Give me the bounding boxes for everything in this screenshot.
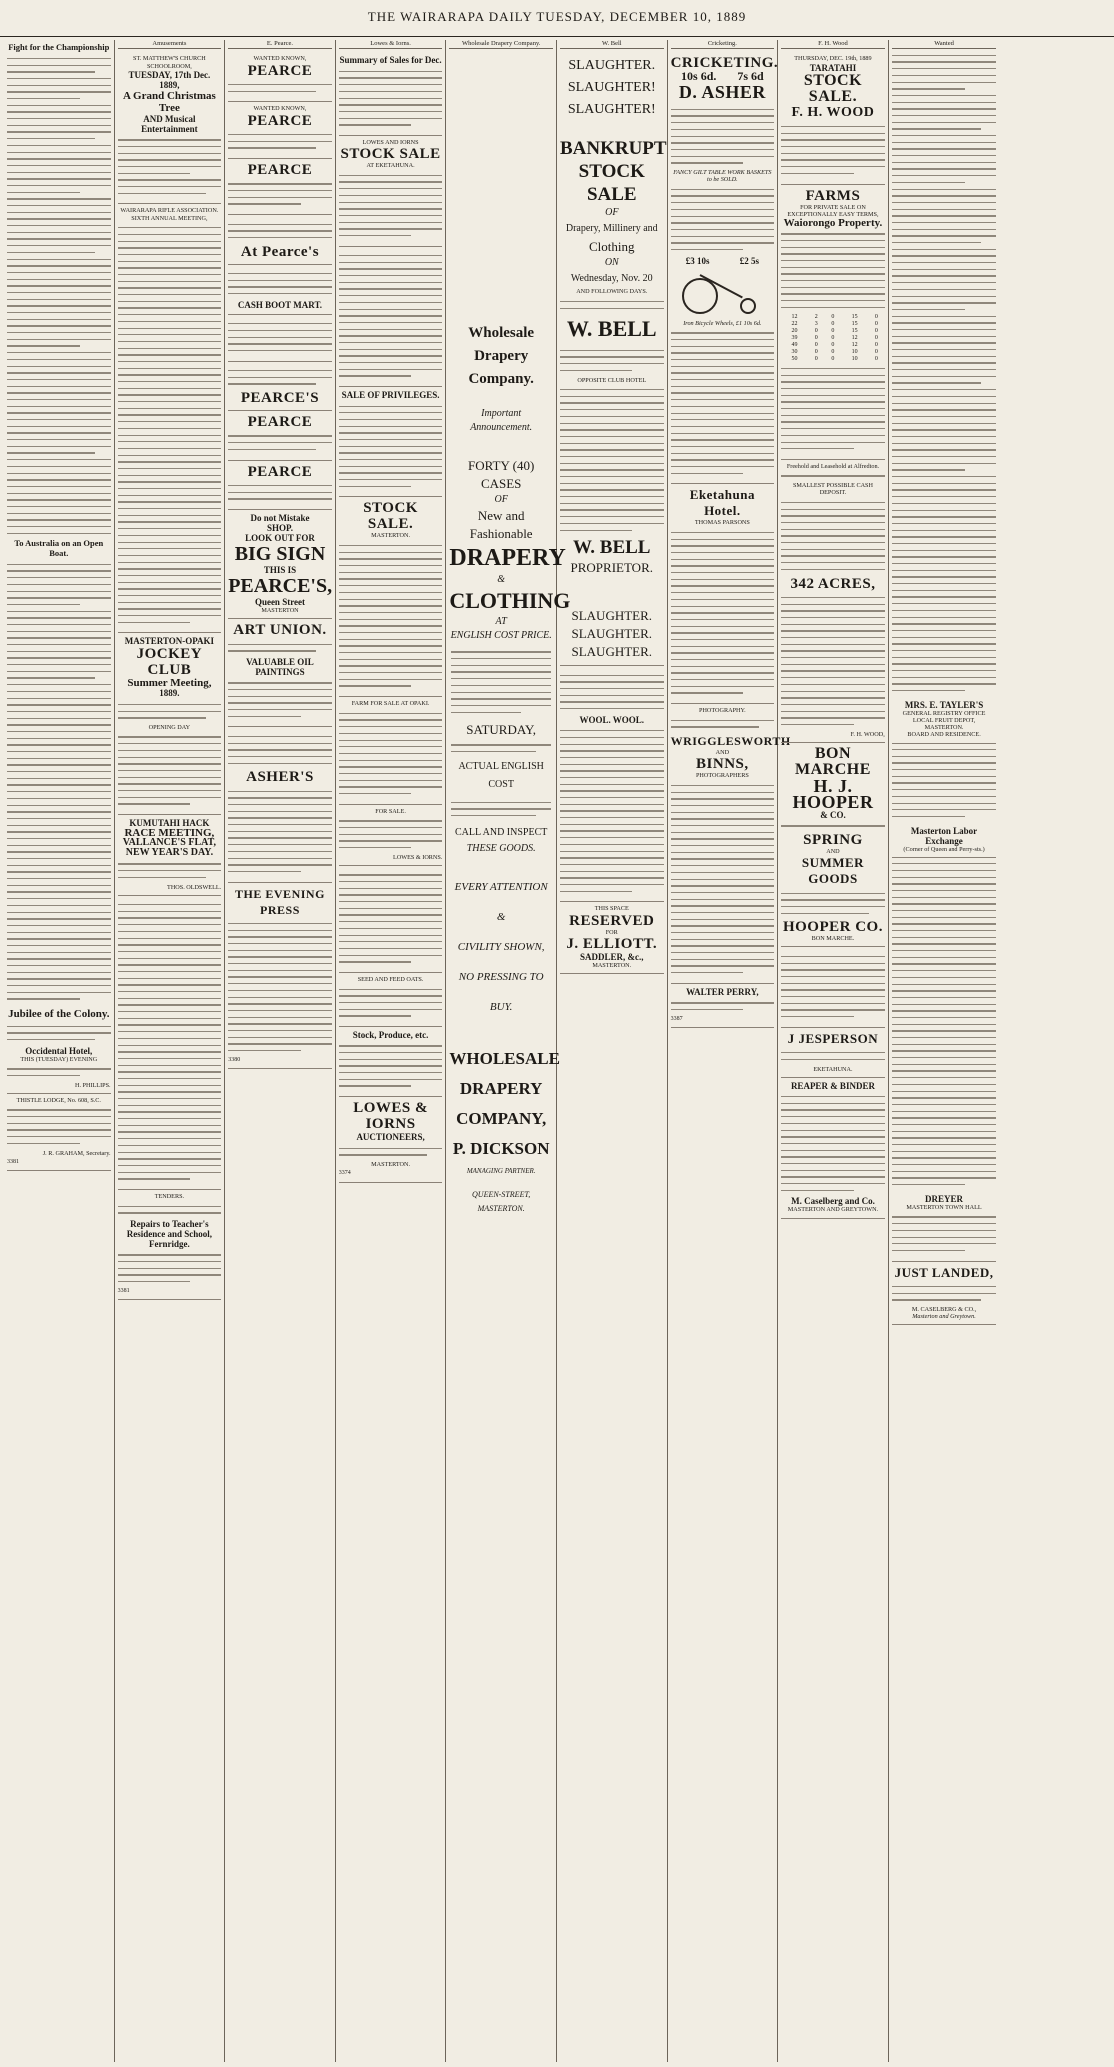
masthead-title: THE WAIRARAPA DAILY TUESDAY, DECEMBER 10, 1889 bbox=[367, 9, 747, 24]
company-2: COMPANY, bbox=[456, 1109, 547, 1129]
pearce-ad-4 bbox=[228, 215, 332, 264]
jesperson-ad bbox=[781, 1028, 885, 1078]
tayler: MRS. E. TAYLER'S bbox=[904, 699, 984, 710]
evening-press-ad bbox=[228, 883, 332, 1070]
misc-notices bbox=[118, 896, 222, 1190]
registry-notices bbox=[892, 749, 997, 817]
column-8 bbox=[778, 40, 889, 2062]
freehold: Freehold and Leasehold at Alfredton. bbox=[786, 462, 880, 470]
column-5 bbox=[446, 40, 571, 2062]
town-hall: MASTERTON TOWN HALL bbox=[906, 1203, 982, 1211]
kumutahi-title: KUMUTAHI HACK bbox=[129, 818, 210, 829]
and-co: & CO. bbox=[820, 809, 846, 820]
society-name: WAIRARAPA RIFLE ASSOCIATION. bbox=[120, 207, 219, 215]
pearce-ad-1 bbox=[228, 52, 332, 102]
reserved-ad bbox=[560, 902, 664, 974]
board: BOARD AND RESIDENCE. bbox=[907, 731, 981, 739]
forty-cases: FORTY (40) CASES bbox=[468, 458, 535, 492]
bon-marche-2: BON MARCHE. bbox=[811, 935, 855, 943]
acres: 342 ACRES, bbox=[790, 575, 876, 592]
summary-ad bbox=[339, 52, 443, 136]
w-bell: W. BELL bbox=[566, 316, 657, 342]
jockey-club-ad bbox=[118, 633, 222, 815]
look-out: LOOK OUT FOR bbox=[245, 532, 315, 543]
jubilee-ad bbox=[7, 1005, 111, 1094]
auctioneers-title: AUCTIONEERS, bbox=[356, 1132, 425, 1143]
this-is: THIS IS bbox=[263, 564, 297, 575]
taratahi: TARATAHI bbox=[809, 62, 857, 73]
price-table: 12 2 0 15 0 22 3 0 15 0 20 0 0 15 0 39 0 0 12 0 49 0 0 12 0 30 0 0 10 0 50 0 0 10 0 bbox=[791, 313, 878, 362]
pearce-name: PEARCE bbox=[247, 62, 313, 79]
saddler: SADDLER, &c., bbox=[580, 951, 644, 962]
price-3: £3 10s bbox=[685, 255, 710, 266]
proprietor: PROPRIETOR. bbox=[570, 560, 653, 576]
pearce-ad-2 bbox=[228, 102, 332, 159]
actual-english-cost: ACTUAL ENGLISH COST bbox=[458, 760, 544, 790]
spring: SPRING bbox=[803, 831, 863, 848]
farm-sale-ad bbox=[339, 697, 443, 805]
following-days: AND FOLLOWING DAYS. bbox=[576, 288, 648, 296]
ad-number: 3381 bbox=[117, 1287, 130, 1294]
bon-marche-ad bbox=[781, 743, 885, 948]
price-1: 10s 6d. bbox=[681, 69, 717, 84]
wholesale: WHOLESALE bbox=[449, 1049, 560, 1069]
masterton-greytown: MASTERTON AND GREYTOWN. bbox=[787, 1206, 879, 1214]
repairs-title: Repairs to Teacher's Residence and School, Fernridge. bbox=[126, 1218, 213, 1249]
every-attention: EVERY ATTENTION & bbox=[454, 881, 548, 924]
column-9 bbox=[889, 40, 1000, 2062]
hotel-title: Eketahuna Hotel. bbox=[689, 487, 755, 519]
meeting-year: 1889. bbox=[159, 688, 180, 699]
rifle-association-ad bbox=[118, 204, 222, 633]
ad-number: 3374 bbox=[338, 1170, 351, 1177]
pearce-ad-9 bbox=[228, 461, 332, 510]
caselberg: M. Caselberg and Co. bbox=[791, 1196, 875, 1207]
tenders-ad bbox=[118, 1190, 222, 1300]
wood-signature: F. H. WOOD, bbox=[850, 730, 885, 738]
cricketing-title: CRICKETING. bbox=[670, 55, 779, 72]
masthead bbox=[0, 0, 1114, 37]
registry-ad bbox=[892, 697, 997, 744]
cash-boot-mart: CASH BOOT MART. bbox=[237, 299, 323, 310]
wanted-notices bbox=[892, 55, 997, 692]
art-union-title: ART UNION. bbox=[233, 622, 327, 639]
wholesale-drapery: Wholesale Drapery bbox=[468, 325, 535, 365]
hotel-proprietor: THOMAS PARSONS bbox=[694, 519, 750, 527]
column-heading: F. H. Wood bbox=[781, 40, 885, 49]
private-sale: FOR PRIVATE SALE ON EXCEPTIONALLY EASY TERMS, bbox=[787, 203, 879, 218]
column-heading: E. Pearce. bbox=[228, 40, 332, 49]
column-heading: Lowes & Iorns. bbox=[339, 40, 443, 49]
queen-street: QUEEN-STREET, bbox=[472, 1190, 531, 1200]
masterton: MASTERTON bbox=[261, 606, 299, 614]
misc-sale-ad bbox=[339, 866, 443, 973]
privileges-ad-1 bbox=[339, 247, 443, 387]
stock-sale-ad-1 bbox=[339, 136, 443, 247]
meeting-name: Summer Meeting, bbox=[127, 677, 212, 690]
reaper-binder: REAPER & BINDER bbox=[790, 1080, 875, 1091]
of: OF bbox=[605, 207, 619, 219]
fruit-depot: LOCAL FRUIT DEPOT, bbox=[912, 717, 976, 724]
new-years-day: NEW YEAR'S DAY. bbox=[125, 847, 214, 859]
privileges-title: SALE OF PRIVILEGES. bbox=[341, 390, 440, 401]
no-pressing: NO PRESSING TO BUY. bbox=[458, 971, 544, 1014]
jesperson: J JESPERSON bbox=[787, 1030, 879, 1046]
lodge-name: THISTLE LODGE, No. 608, S.C. bbox=[16, 1096, 101, 1104]
farm-title: FARM FOR SALE AT OPAKI. bbox=[351, 700, 430, 708]
column-6 bbox=[557, 40, 668, 2062]
lowes-iorns-ad bbox=[339, 1097, 443, 1182]
wrigglesworth: WRIGGLESWORTH bbox=[670, 734, 791, 749]
english-cost: ENGLISH COST PRICE. bbox=[450, 630, 552, 642]
reserved: RESERVED bbox=[569, 912, 655, 929]
auctioneers: LOWES AND IORNS bbox=[362, 138, 419, 146]
column-2 bbox=[115, 40, 226, 2062]
column-heading: Wholesale Drapery Company. bbox=[449, 40, 553, 49]
paintings-title: VALUABLE OIL PAINTINGS bbox=[246, 656, 314, 677]
column-1 bbox=[4, 40, 115, 2062]
summary-title: Summary of Sales for Dec. bbox=[339, 55, 442, 66]
headline-championship: Fight for the Championship bbox=[8, 42, 110, 52]
farms-ad bbox=[781, 185, 885, 460]
of: OF bbox=[494, 494, 508, 506]
binns: BINNS, bbox=[696, 756, 749, 773]
auctioneers: LOWES & IORNS. bbox=[393, 853, 443, 861]
elliott: J. ELLIOTT. bbox=[566, 935, 658, 952]
ashers-title: ASHER'S bbox=[246, 769, 314, 786]
civility-shown: CIVILITY SHOWN, bbox=[457, 941, 545, 954]
privileges-ad-2 bbox=[339, 387, 443, 497]
headline-open-boat: To Australia on an Open Boat. bbox=[14, 538, 104, 558]
masterton-greytown: Masterton and Greytown. bbox=[912, 1313, 976, 1321]
church-name: ST. MATTHEW'S CHURCH SCHOOLROOM, bbox=[133, 55, 206, 70]
dreyer: DREYER bbox=[925, 1193, 964, 1204]
ashers-ad bbox=[228, 727, 332, 882]
kumutahi-ad bbox=[118, 815, 222, 896]
drapery-2: DRAPERY bbox=[459, 1079, 543, 1099]
clerk-name: THOS. OLDSWELL. bbox=[167, 883, 222, 891]
and: AND bbox=[826, 847, 840, 855]
ad-number: 3380 bbox=[228, 1056, 241, 1063]
masterton: MASTERTON. bbox=[592, 961, 632, 969]
lodge-ad bbox=[7, 1094, 111, 1171]
corner: (Corner of Queen and Perry-sts.) bbox=[903, 845, 985, 853]
stock-produce-title: Stock, Produce, etc. bbox=[352, 1029, 429, 1040]
registry: GENERAL REGISTRY OFFICE bbox=[902, 709, 986, 717]
club-location: MASTERTON-OPAKI bbox=[124, 636, 215, 647]
these-goods: THESE GOODS. bbox=[466, 843, 536, 855]
slaughter-1: SLAUGHTER. bbox=[568, 58, 656, 74]
column-4 bbox=[336, 40, 447, 2062]
bankrupt: BANKRUPT bbox=[559, 138, 667, 160]
this-space: THIS SPACE bbox=[594, 905, 629, 913]
column-3 bbox=[225, 40, 336, 2062]
hotel-name: Occidental Hotel, bbox=[25, 1045, 93, 1056]
ad-number: 3381 bbox=[7, 1158, 19, 1165]
labor-notices bbox=[892, 863, 997, 1185]
bon-marche: BON MARCHE bbox=[795, 744, 871, 778]
wednesday: Wednesday, Nov. 20 bbox=[570, 273, 653, 285]
saturday: SATURDAY, bbox=[466, 721, 537, 737]
at-pearces: At Pearce's bbox=[240, 243, 320, 260]
column-heading: Amusements bbox=[118, 40, 222, 49]
and: AND bbox=[715, 749, 730, 757]
wheels-caption: Iron Bicycle Wheels, £1 10s 6d. bbox=[683, 319, 762, 327]
event-date: TUESDAY, 17th Dec. 1889, bbox=[128, 69, 211, 90]
bicycle-image bbox=[682, 270, 762, 316]
pearce-name: PEARCE bbox=[247, 112, 313, 129]
wool-title: WOOL. WOOL. bbox=[579, 714, 645, 725]
event-time: THIS (TUESDAY) EVENING bbox=[20, 1055, 98, 1063]
photographers: PHOTOGRAPHERS bbox=[695, 772, 749, 780]
jubilee-title: Jubilee of the Colony. bbox=[8, 1008, 110, 1021]
taratahi-ad bbox=[781, 52, 885, 184]
location: MASTERTON. bbox=[371, 532, 411, 540]
do-not-mistake: Do not Mistake bbox=[250, 512, 310, 523]
stock-sale: STOCK SALE bbox=[578, 161, 645, 206]
walter-perry: WALTER PERRY, bbox=[686, 986, 759, 997]
signer: H. PHILLIPS. bbox=[75, 1081, 111, 1089]
lowes-iorns-title: LOWES & IORNS bbox=[353, 1100, 428, 1133]
shop-word: SHOP. bbox=[267, 522, 293, 533]
price-4: £2 5s bbox=[739, 255, 760, 266]
wool-ad bbox=[560, 666, 664, 902]
sale-date: THURSDAY, DEC. 19th, 1889 bbox=[794, 55, 872, 63]
location: AT EKETAHUNA. bbox=[366, 162, 415, 170]
farms-title: FARMS bbox=[805, 187, 861, 204]
photography-ad bbox=[670, 704, 791, 984]
tenders-title: TENDERS. bbox=[154, 1192, 185, 1200]
waiorongo: Waiorongo Property. bbox=[783, 216, 883, 229]
dreyer-ad bbox=[892, 1191, 997, 1262]
for-sale-ad bbox=[339, 805, 443, 866]
eketahuna-hotel-ad bbox=[671, 484, 775, 704]
drapery-millinery: Drapery, Millinery and bbox=[565, 223, 658, 235]
seed-oats-ad bbox=[339, 973, 443, 1027]
walter-perry-ad bbox=[671, 984, 775, 1028]
just-landed: JUST LANDED, bbox=[894, 1264, 994, 1280]
christmas-tree-title: A Grand Christmas Tree bbox=[122, 89, 216, 114]
ad-number: 3387 bbox=[670, 1015, 683, 1022]
race-meeting-title: RACE MEETING, bbox=[124, 827, 215, 840]
wanted-known: WANTED KNOWN, bbox=[253, 55, 307, 63]
location: MASTERTON. bbox=[371, 1160, 411, 1168]
slaughter-4: SLAUGHTER. bbox=[571, 608, 653, 624]
column-heading: W. Bell bbox=[560, 40, 664, 49]
drapery: DRAPERY bbox=[449, 545, 566, 572]
pearce-ad-7 bbox=[228, 362, 332, 411]
d-asher: D. ASHER bbox=[678, 82, 766, 103]
new-fashionable: New and Fashionable bbox=[469, 508, 533, 542]
slaughter-6: SLAUGHTER. bbox=[571, 644, 653, 660]
call-inspect: CALL AND INSPECT bbox=[454, 827, 548, 839]
column-7 bbox=[668, 40, 791, 2062]
column-heading: Wanted bbox=[892, 40, 997, 49]
cash-deposit: SMALLEST POSSIBLE CASH DEPOSIT. bbox=[792, 482, 873, 497]
meeting-title: SIXTH ANNUAL MEETING, bbox=[131, 214, 208, 222]
photography-title: PHOTOGRAPHY. bbox=[699, 707, 746, 715]
club-name: JOCKEY CLUB bbox=[136, 646, 203, 679]
caselberg: M. CASELBERG & CO., bbox=[911, 1306, 977, 1314]
pearce-ad-3 bbox=[228, 159, 332, 215]
stock-sale: STOCK SALE. bbox=[803, 71, 863, 105]
masterton: MASTERTON. bbox=[477, 1204, 525, 1214]
just-landed-ad bbox=[892, 1262, 997, 1326]
article-text bbox=[7, 58, 111, 534]
pearce-ad-5 bbox=[228, 265, 332, 315]
for: FOR bbox=[605, 928, 618, 936]
opposite-club-hotel: OPPOSITE CLUB HOTEL bbox=[577, 376, 647, 384]
labor-exchange-ad bbox=[892, 823, 997, 858]
entertainment-title: AND Musical Entertainment bbox=[141, 113, 198, 134]
newspaper-columns bbox=[4, 40, 1110, 2062]
stock-produce-ad bbox=[339, 1027, 443, 1097]
stock-sale-title: STOCK SALE bbox=[340, 146, 441, 163]
pearce-ad-8 bbox=[228, 411, 332, 460]
labor-exchange: Masterton Labor Exchange bbox=[910, 825, 978, 846]
christmas-tree-ad bbox=[118, 52, 222, 204]
pearces-name: PEARCE'S bbox=[240, 390, 320, 407]
hooper: H. J. HOOPER bbox=[792, 775, 874, 812]
opening-day: OPENING DAY bbox=[148, 723, 191, 731]
eketahuna: EKETAHUNA. bbox=[813, 1065, 853, 1073]
seed-title: SEED AND FEED OATS. bbox=[357, 975, 424, 983]
slaughter-5: SLAUGHTER. bbox=[571, 626, 653, 642]
pearce-ad-6 bbox=[228, 315, 332, 362]
reaper-ad bbox=[781, 1078, 885, 1219]
baskets: FANCY GILT TABLE WORK BASKETS to be SOLD. bbox=[673, 168, 772, 184]
alfredton-ad bbox=[781, 460, 885, 743]
cricketing-ad bbox=[670, 52, 779, 484]
for-sale-title: FOR SALE. bbox=[375, 807, 406, 815]
ampersand: & bbox=[497, 574, 506, 586]
wanted-known: WANTED KNOWN, bbox=[253, 105, 307, 113]
announcement: Important Announcement. bbox=[470, 408, 533, 434]
slaughter-3: SLAUGHTER! bbox=[567, 102, 656, 118]
w-bell-2: W. BELL bbox=[573, 537, 651, 559]
pearce-name: PEARCE bbox=[247, 414, 313, 431]
at: AT bbox=[495, 616, 507, 628]
big-sign: BIG SIGN bbox=[234, 542, 326, 565]
art-union-ad bbox=[228, 619, 332, 727]
queen-street: Queen Street bbox=[254, 596, 306, 607]
price-2: 7s 6d bbox=[737, 69, 764, 84]
article-text-2 bbox=[7, 564, 111, 1000]
dickson: P. DICKSON bbox=[452, 1139, 550, 1159]
company: Company. bbox=[468, 371, 534, 388]
slaughter-2: SLAUGHTER! bbox=[567, 80, 656, 96]
clothing: Clothing bbox=[589, 239, 635, 255]
clothing: CLOTHING bbox=[449, 588, 571, 614]
column-heading: Cricketing. bbox=[671, 40, 775, 49]
stock-sale-title: STOCK SALE. bbox=[363, 500, 418, 533]
flat-name: VALLANCE'S FLAT, bbox=[122, 837, 217, 849]
hooper-co: HOOPER CO. bbox=[782, 919, 883, 936]
masterton: MASTERTON. bbox=[924, 724, 964, 732]
pearces-shop: PEARCE'S, bbox=[228, 574, 333, 597]
pearce-name: PEARCE bbox=[247, 463, 313, 480]
fh-wood: F. H. WOOD bbox=[791, 104, 875, 120]
slaughter-ad bbox=[559, 52, 667, 666]
lodge-secretary: J. R. GRAHAM, Secretary. bbox=[42, 1149, 111, 1157]
big-sign-ad bbox=[228, 510, 332, 619]
misc-ad bbox=[781, 947, 885, 1027]
summer-goods: SUMMER GOODS bbox=[801, 855, 865, 887]
stock-sale-ad-2 bbox=[339, 497, 443, 697]
evening-press-title: THE EVENING PRESS bbox=[235, 886, 325, 917]
managing-partner: MANAGING PARTNER. bbox=[466, 1167, 536, 1176]
pearce-name: PEARCE bbox=[247, 162, 313, 179]
on: ON bbox=[604, 257, 619, 269]
